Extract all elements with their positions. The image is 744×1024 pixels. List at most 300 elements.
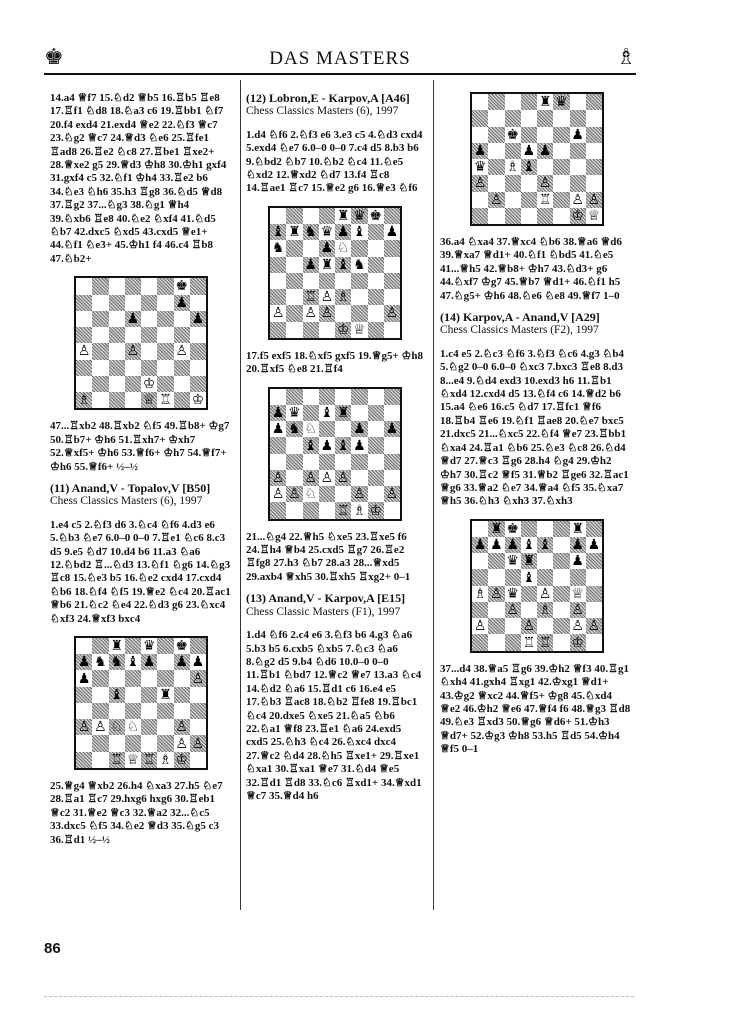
board-square bbox=[286, 437, 302, 453]
board-square bbox=[303, 257, 319, 273]
board-square bbox=[319, 208, 335, 224]
chess-piece-icon: ♝ bbox=[522, 159, 536, 176]
board-square bbox=[174, 752, 190, 768]
chess-piece-icon: ♙ bbox=[571, 191, 584, 208]
chess-piece-icon: ♗ bbox=[336, 289, 350, 306]
page-number: 86 bbox=[44, 940, 61, 957]
board-square bbox=[286, 389, 302, 405]
header-rule bbox=[44, 73, 636, 75]
board-square bbox=[472, 127, 488, 143]
chess-piece-icon: ♜ bbox=[522, 553, 536, 570]
board-square bbox=[553, 110, 569, 126]
board-square bbox=[190, 719, 206, 735]
board-square bbox=[92, 638, 108, 654]
board-square bbox=[505, 537, 521, 553]
chess-piece-icon: ♙ bbox=[506, 602, 519, 619]
board-square bbox=[76, 703, 92, 719]
board-square bbox=[76, 719, 92, 735]
board-square bbox=[174, 360, 190, 376]
chess-piece-icon: ♔ bbox=[369, 502, 382, 519]
chess-piece-icon: ♛ bbox=[506, 553, 519, 570]
chess-piece-icon: ♙ bbox=[473, 618, 487, 635]
chess-piece-icon: ♟ bbox=[353, 421, 366, 438]
board-square bbox=[505, 618, 521, 634]
board-square bbox=[157, 638, 173, 654]
game-moves: 17.f5 exf5 18.♘xf5 gxf5 19.♕g5+ ♔h8 20.♖xf5 ♘e8 21.♖f4 bbox=[246, 349, 424, 376]
chess-piece-icon: ♙ bbox=[320, 470, 334, 487]
chess-piece-icon: ♝ bbox=[320, 405, 334, 422]
board-square bbox=[270, 240, 286, 256]
chess-piece-icon: ♘ bbox=[336, 240, 350, 257]
board-square bbox=[319, 486, 335, 502]
board-square bbox=[109, 654, 125, 670]
board-square bbox=[472, 586, 488, 602]
board-square bbox=[368, 421, 384, 437]
column-3 bbox=[440, 92, 634, 765]
chess-piece-icon: ♟ bbox=[191, 654, 205, 671]
board-square bbox=[505, 110, 521, 126]
board-square bbox=[553, 192, 569, 208]
board-square bbox=[286, 486, 302, 502]
chess-piece-icon: ♙ bbox=[522, 618, 536, 635]
chess-piece-icon: ♟ bbox=[320, 437, 334, 454]
board-square bbox=[141, 278, 157, 294]
chess-piece-icon: ♔ bbox=[571, 207, 584, 224]
board-square bbox=[335, 502, 351, 518]
board-square bbox=[570, 159, 586, 175]
board-square bbox=[384, 470, 400, 486]
board-square bbox=[570, 110, 586, 126]
board-square bbox=[141, 654, 157, 670]
chess-piece-icon: ♞ bbox=[94, 654, 107, 671]
board-square bbox=[505, 94, 521, 110]
board-square bbox=[586, 618, 602, 634]
board-square bbox=[570, 192, 586, 208]
board-square bbox=[319, 289, 335, 305]
board-square bbox=[141, 719, 157, 735]
board-square bbox=[190, 311, 206, 327]
board-square bbox=[368, 486, 384, 502]
board-square bbox=[303, 289, 319, 305]
chess-piece-icon: ♙ bbox=[288, 486, 301, 503]
chess-piece-icon: ♙ bbox=[94, 719, 107, 736]
chess-piece-icon: ♟ bbox=[271, 421, 285, 438]
board-square bbox=[190, 392, 206, 408]
board-square bbox=[521, 602, 537, 618]
chess-piece-icon: ♟ bbox=[191, 310, 205, 327]
board-square bbox=[472, 110, 488, 126]
board-square bbox=[270, 208, 286, 224]
board-square bbox=[505, 175, 521, 191]
game-moves: 47...♖xb2 48.♖xb2 ♘f5 49.♖b8+ ♔g7 50.♖b7+ ♔h6 51.♖xh7+ ♔xh7 52.♕xf5+ ♔h6 53.♕f6+ ♔h7 54.♕f7+ ♔h6 55.♕f6+ ½–½ bbox=[50, 420, 230, 473]
board-square bbox=[586, 175, 602, 191]
board-square bbox=[521, 175, 537, 191]
board-square bbox=[570, 586, 586, 602]
chess-piece-icon: ♛ bbox=[555, 94, 568, 111]
board-square bbox=[553, 521, 569, 537]
chess-piece-icon: ♜ bbox=[110, 638, 123, 655]
board-square bbox=[286, 208, 302, 224]
board-square bbox=[537, 521, 553, 537]
board-square bbox=[190, 295, 206, 311]
board-square bbox=[303, 322, 319, 338]
board-square bbox=[335, 437, 351, 453]
chess-piece-icon: ♙ bbox=[320, 305, 334, 322]
board-square bbox=[286, 322, 302, 338]
board-square bbox=[488, 634, 504, 650]
board-square bbox=[351, 224, 367, 240]
board-square bbox=[505, 159, 521, 175]
board-square bbox=[553, 143, 569, 159]
board-square bbox=[286, 454, 302, 470]
board-square bbox=[521, 192, 537, 208]
board-square bbox=[157, 295, 173, 311]
board-square bbox=[521, 569, 537, 585]
board-square bbox=[270, 486, 286, 502]
board-square bbox=[190, 278, 206, 294]
board-square bbox=[368, 224, 384, 240]
chess-piece-icon: ♟ bbox=[304, 256, 317, 273]
board-square bbox=[335, 273, 351, 289]
board-square bbox=[76, 376, 92, 392]
chess-piece-icon: ♔ bbox=[191, 392, 205, 409]
board-square bbox=[270, 470, 286, 486]
board-square bbox=[190, 670, 206, 686]
column-divider-2 bbox=[433, 80, 434, 910]
chess-piece-icon: ♖ bbox=[522, 634, 536, 651]
board-square bbox=[488, 110, 504, 126]
board-square bbox=[586, 521, 602, 537]
board-square bbox=[141, 735, 157, 751]
page-title: DAS MASTERS bbox=[269, 48, 411, 69]
board-square bbox=[125, 360, 141, 376]
chess-piece-icon: ♟ bbox=[271, 405, 285, 422]
board-square bbox=[537, 159, 553, 175]
board-square bbox=[157, 687, 173, 703]
board-square bbox=[125, 703, 141, 719]
chess-piece-icon: ♟ bbox=[587, 537, 601, 554]
board-square bbox=[141, 752, 157, 768]
chess-piece-icon: ♟ bbox=[473, 142, 487, 159]
board-square bbox=[270, 405, 286, 421]
board-square bbox=[141, 343, 157, 359]
board-square bbox=[472, 537, 488, 553]
board-square bbox=[521, 208, 537, 224]
chess-piece-icon: ♞ bbox=[288, 421, 301, 438]
chess-piece-icon: ♗ bbox=[77, 392, 91, 409]
chess-piece-icon: ♟ bbox=[77, 654, 91, 671]
board-square bbox=[303, 273, 319, 289]
chess-piece-icon: ♖ bbox=[538, 191, 552, 208]
board-square bbox=[553, 586, 569, 602]
game-moves: 1.e4 c5 2.♘f3 d6 3.♘c4 ♘f6 4.d3 e6 5.♘b3 ♘e7 6.0–0 0–0 7.♖e1 ♘c6 8.c3 d5 9.e5 ♘d7 10.d4 b6 11.a3 ♘a6 12.♘bd2 ♖...♘d3 13.♘f1 ♘g6 14.♘g3 ♖c8 15.♘e3 b5 16.♘e2 cxd4 17.cxd4 ♘b6 18.♘f4 ♘f5 19.♕e2 ♘c4 20.♖ac1 ♕b6 21.♘c2 ♘e4 22.♘d3 g6 23.♘xc4 ♘xf3 24.♕xf3 bxc4 bbox=[50, 518, 231, 625]
board-square bbox=[586, 569, 602, 585]
board-square bbox=[157, 719, 173, 735]
board-square bbox=[92, 327, 108, 343]
board-square bbox=[141, 670, 157, 686]
board-square bbox=[505, 569, 521, 585]
board-square bbox=[270, 289, 286, 305]
board-square bbox=[553, 553, 569, 569]
board-square bbox=[335, 454, 351, 470]
board-square bbox=[76, 654, 92, 670]
board-square bbox=[586, 537, 602, 553]
board-square bbox=[319, 405, 335, 421]
board-square bbox=[351, 502, 367, 518]
board-square bbox=[157, 311, 173, 327]
board-square bbox=[76, 311, 92, 327]
board-square bbox=[335, 486, 351, 502]
board-square bbox=[76, 327, 92, 343]
chess-piece-icon: ♗ bbox=[538, 602, 552, 619]
chess-piece-icon: ♜ bbox=[336, 405, 350, 422]
chess-piece-icon: ♜ bbox=[336, 207, 350, 224]
board-square bbox=[125, 654, 141, 670]
chess-piece-icon: ♜ bbox=[288, 224, 301, 241]
game-moves: 36.a4 ♘xa4 37.♕xc4 ♘b6 38.♕a6 ♕d6 39.♕xa7 ♕d1+ 40.♘f1 ♘bd5 41.♘e5 41...♕h5 42.♕b8+ ♔h7 43.♘d3+ g6 44.♘xf7 ♔g7 45.♕b7 ♕d1+ 46.♘f1 h5 47.♘g5+ ♔h6 48.♘e6 ♘e8 49.♕f7 1–0 bbox=[440, 236, 622, 302]
board-square bbox=[109, 735, 125, 751]
chess-piece-icon: ♟ bbox=[142, 654, 156, 671]
board-square bbox=[125, 343, 141, 359]
board-square bbox=[521, 159, 537, 175]
game-event: Chess Classics Masters (6), 1997 bbox=[246, 105, 399, 118]
board-square bbox=[553, 602, 569, 618]
chess-piece-icon: ♙ bbox=[271, 486, 285, 503]
board-square bbox=[505, 586, 521, 602]
board-square bbox=[384, 273, 400, 289]
board-square bbox=[303, 389, 319, 405]
column-1 bbox=[50, 92, 232, 855]
game-event: Chess Classics Masters (6), 1997 bbox=[50, 495, 203, 508]
chess-piece-icon: ♟ bbox=[522, 142, 536, 159]
board-square bbox=[109, 719, 125, 735]
board-square bbox=[553, 159, 569, 175]
board-square bbox=[109, 638, 125, 654]
game-moves: 1.c4 e5 2.♘c3 ♘f6 3.♘f3 ♘c6 4.g3 ♘b4 5.♘g2 0–0 6.0–0 ♘xc3 7.bxc3 ♖e8 8.d3 8...e4 9.♘d4 exd3 10.exd3 h6 11.♖b1 ♘xd4 12.cxd4 d5 13.♘f4 c6 14.♕d2 b6 15.a4 ♘e6 16.c5 ♘d7 17.♖fc1 ♕f6 18.♖b4 ♖e6 19.♘f1 ♖ae8 20.♘e7 bxc5 21.dxc5 21...♘xc5 22.♘f4 ♕e7 23.♖bb1 ♘xa4 24.♖a1 ♘b6 25.♘e3 ♘c8 26.♘d4 ♕d7 27.♕c3 ♖g6 28.h4 ♘g4 29.♔h2 ♔h7 30.♖c2 ♕f5 31.♕b2 ♖ge6 32.♖ac1 ♕g6 33.♕a2 ♘e7 34.♕a4 ♘f5 35.♘xa7 ♕h5 36.♘h3 ♘xh3 37.♘xh3 bbox=[440, 347, 629, 508]
board-square bbox=[521, 110, 537, 126]
board-square bbox=[109, 327, 125, 343]
chess-piece-icon: ♙ bbox=[271, 470, 285, 487]
board-square bbox=[190, 327, 206, 343]
board-square bbox=[286, 470, 302, 486]
board-square bbox=[368, 502, 384, 518]
board-square bbox=[157, 343, 173, 359]
board-square bbox=[125, 392, 141, 408]
board-square bbox=[586, 602, 602, 618]
board-square bbox=[368, 273, 384, 289]
game-heading: (13) Anand,V - Karpov,A [E15] bbox=[246, 591, 406, 606]
board-square bbox=[109, 392, 125, 408]
game-moves: 1.d4 ♘f6 2.♘f3 e6 3.e3 c5 4.♘d3 cxd4 5.exd4 ♘e7 6.0–0 0–0 7.c4 d5 8.b3 b6 9.♘bd2 ♘b7 10.♘b2 ♘c4 11.♘e5 ♘xd2 12.♕xd2 ♘d7 13.f4 ♖c8 14.♖ae1 ♖c7 15.♕e2 g6 16.♕e3 ♘f6 bbox=[246, 128, 423, 195]
chess-piece-icon: ♙ bbox=[385, 486, 399, 503]
chess-piece-icon: ♝ bbox=[110, 686, 123, 703]
board-square bbox=[505, 602, 521, 618]
board-square bbox=[586, 143, 602, 159]
board-square bbox=[335, 289, 351, 305]
chess-diagram bbox=[74, 636, 208, 770]
chess-piece-icon: ♛ bbox=[353, 207, 366, 224]
board-square bbox=[351, 289, 367, 305]
board-square bbox=[190, 360, 206, 376]
board-square bbox=[368, 305, 384, 321]
chess-piece-icon: ♘ bbox=[110, 719, 123, 736]
board-square bbox=[157, 327, 173, 343]
chess-piece-icon: ♙ bbox=[126, 343, 140, 360]
board-square bbox=[76, 687, 92, 703]
chess-piece-icon: ♝ bbox=[353, 224, 366, 241]
board-square bbox=[190, 703, 206, 719]
board-square bbox=[351, 305, 367, 321]
chess-diagram bbox=[74, 276, 208, 410]
board-square bbox=[368, 240, 384, 256]
board-square bbox=[125, 638, 141, 654]
board-square bbox=[553, 569, 569, 585]
board-square bbox=[384, 405, 400, 421]
chess-piece-icon: ♟ bbox=[571, 537, 584, 554]
board-square bbox=[553, 634, 569, 650]
board-square bbox=[488, 208, 504, 224]
board-square bbox=[286, 257, 302, 273]
board-square bbox=[505, 208, 521, 224]
chess-piece-icon: ♕ bbox=[126, 751, 140, 768]
board-square bbox=[335, 305, 351, 321]
chess-piece-icon: ♟ bbox=[571, 126, 584, 143]
board-square bbox=[174, 687, 190, 703]
board-square bbox=[537, 602, 553, 618]
board-square bbox=[286, 273, 302, 289]
chess-piece-icon: ♙ bbox=[587, 191, 601, 208]
board-square bbox=[570, 208, 586, 224]
board-square bbox=[488, 553, 504, 569]
board-square bbox=[141, 703, 157, 719]
board-square bbox=[488, 586, 504, 602]
board-square bbox=[92, 752, 108, 768]
board-square bbox=[472, 208, 488, 224]
board-square bbox=[109, 278, 125, 294]
board-square bbox=[319, 257, 335, 273]
chess-piece-icon: ♙ bbox=[271, 305, 285, 322]
board-square bbox=[537, 208, 553, 224]
board-square bbox=[384, 208, 400, 224]
board-square bbox=[319, 454, 335, 470]
board-square bbox=[303, 305, 319, 321]
board-square bbox=[505, 553, 521, 569]
chess-diagram bbox=[268, 387, 402, 521]
chess-piece-icon: ♙ bbox=[571, 618, 584, 635]
board-square bbox=[384, 305, 400, 321]
board-square bbox=[270, 389, 286, 405]
chess-piece-icon: ♖ bbox=[304, 289, 317, 306]
board-square bbox=[368, 322, 384, 338]
chess-piece-icon: ♔ bbox=[571, 634, 584, 651]
board-square bbox=[505, 634, 521, 650]
board-square bbox=[109, 703, 125, 719]
board-square bbox=[521, 537, 537, 553]
board-square bbox=[174, 392, 190, 408]
board-square bbox=[368, 289, 384, 305]
chess-piece-icon: ♟ bbox=[336, 224, 350, 241]
page-header bbox=[44, 44, 636, 74]
chess-piece-icon: ♙ bbox=[538, 175, 552, 192]
board-square bbox=[570, 602, 586, 618]
board-square bbox=[174, 327, 190, 343]
board-square bbox=[335, 421, 351, 437]
chess-piece-icon: ♛ bbox=[288, 405, 301, 422]
board-square bbox=[92, 687, 108, 703]
board-square bbox=[368, 437, 384, 453]
column-divider-1 bbox=[240, 80, 241, 910]
board-square bbox=[303, 224, 319, 240]
board-square bbox=[505, 192, 521, 208]
board-square bbox=[319, 437, 335, 453]
chess-piece-icon: ♕ bbox=[142, 392, 156, 409]
chess-piece-icon: ♟ bbox=[353, 437, 366, 454]
board-square bbox=[286, 502, 302, 518]
board-square bbox=[141, 392, 157, 408]
board-square bbox=[303, 208, 319, 224]
board-square bbox=[286, 421, 302, 437]
chess-piece-icon: ♝ bbox=[304, 437, 317, 454]
board-square bbox=[488, 159, 504, 175]
chess-piece-icon: ♙ bbox=[336, 470, 350, 487]
chess-piece-icon: ♖ bbox=[538, 634, 552, 651]
board-square bbox=[537, 618, 553, 634]
board-square bbox=[174, 735, 190, 751]
board-square bbox=[586, 586, 602, 602]
board-square bbox=[351, 257, 367, 273]
board-square bbox=[109, 360, 125, 376]
board-square bbox=[190, 343, 206, 359]
board-square bbox=[319, 273, 335, 289]
board-square bbox=[351, 322, 367, 338]
chess-piece-icon: ♙ bbox=[175, 343, 188, 360]
board-square bbox=[537, 553, 553, 569]
chess-piece-icon: ♙ bbox=[77, 719, 91, 736]
chess-piece-icon: ♚ bbox=[175, 638, 188, 655]
board-square bbox=[190, 376, 206, 392]
chess-piece-icon: ♖ bbox=[336, 502, 350, 519]
board-square bbox=[174, 343, 190, 359]
board-square bbox=[125, 295, 141, 311]
board-square bbox=[335, 208, 351, 224]
board-square bbox=[586, 208, 602, 224]
game-heading: (14) Karpov,A - Anand,V [A29] bbox=[440, 310, 600, 325]
board-square bbox=[270, 502, 286, 518]
board-square bbox=[174, 311, 190, 327]
board-square bbox=[286, 289, 302, 305]
chess-piece-icon: ♗ bbox=[473, 585, 487, 602]
board-square bbox=[76, 392, 92, 408]
board-square bbox=[109, 687, 125, 703]
board-square bbox=[553, 175, 569, 191]
board-square bbox=[319, 470, 335, 486]
board-square bbox=[505, 143, 521, 159]
board-square bbox=[521, 94, 537, 110]
board-square bbox=[109, 311, 125, 327]
board-square bbox=[319, 305, 335, 321]
chess-piece-icon: ♘ bbox=[126, 719, 140, 736]
chess-piece-icon: ♜ bbox=[538, 94, 552, 111]
board-square bbox=[472, 175, 488, 191]
chess-piece-icon: ♙ bbox=[490, 585, 503, 602]
chess-piece-icon: ♚ bbox=[506, 520, 519, 537]
chess-piece-icon: ♔ bbox=[336, 321, 350, 338]
board-square bbox=[190, 752, 206, 768]
board-square bbox=[303, 240, 319, 256]
chess-piece-icon: ♝ bbox=[538, 537, 552, 554]
chess-piece-icon: ♝ bbox=[336, 256, 350, 273]
game-event: Chess Classics Masters (F2), 1997 bbox=[440, 324, 599, 337]
